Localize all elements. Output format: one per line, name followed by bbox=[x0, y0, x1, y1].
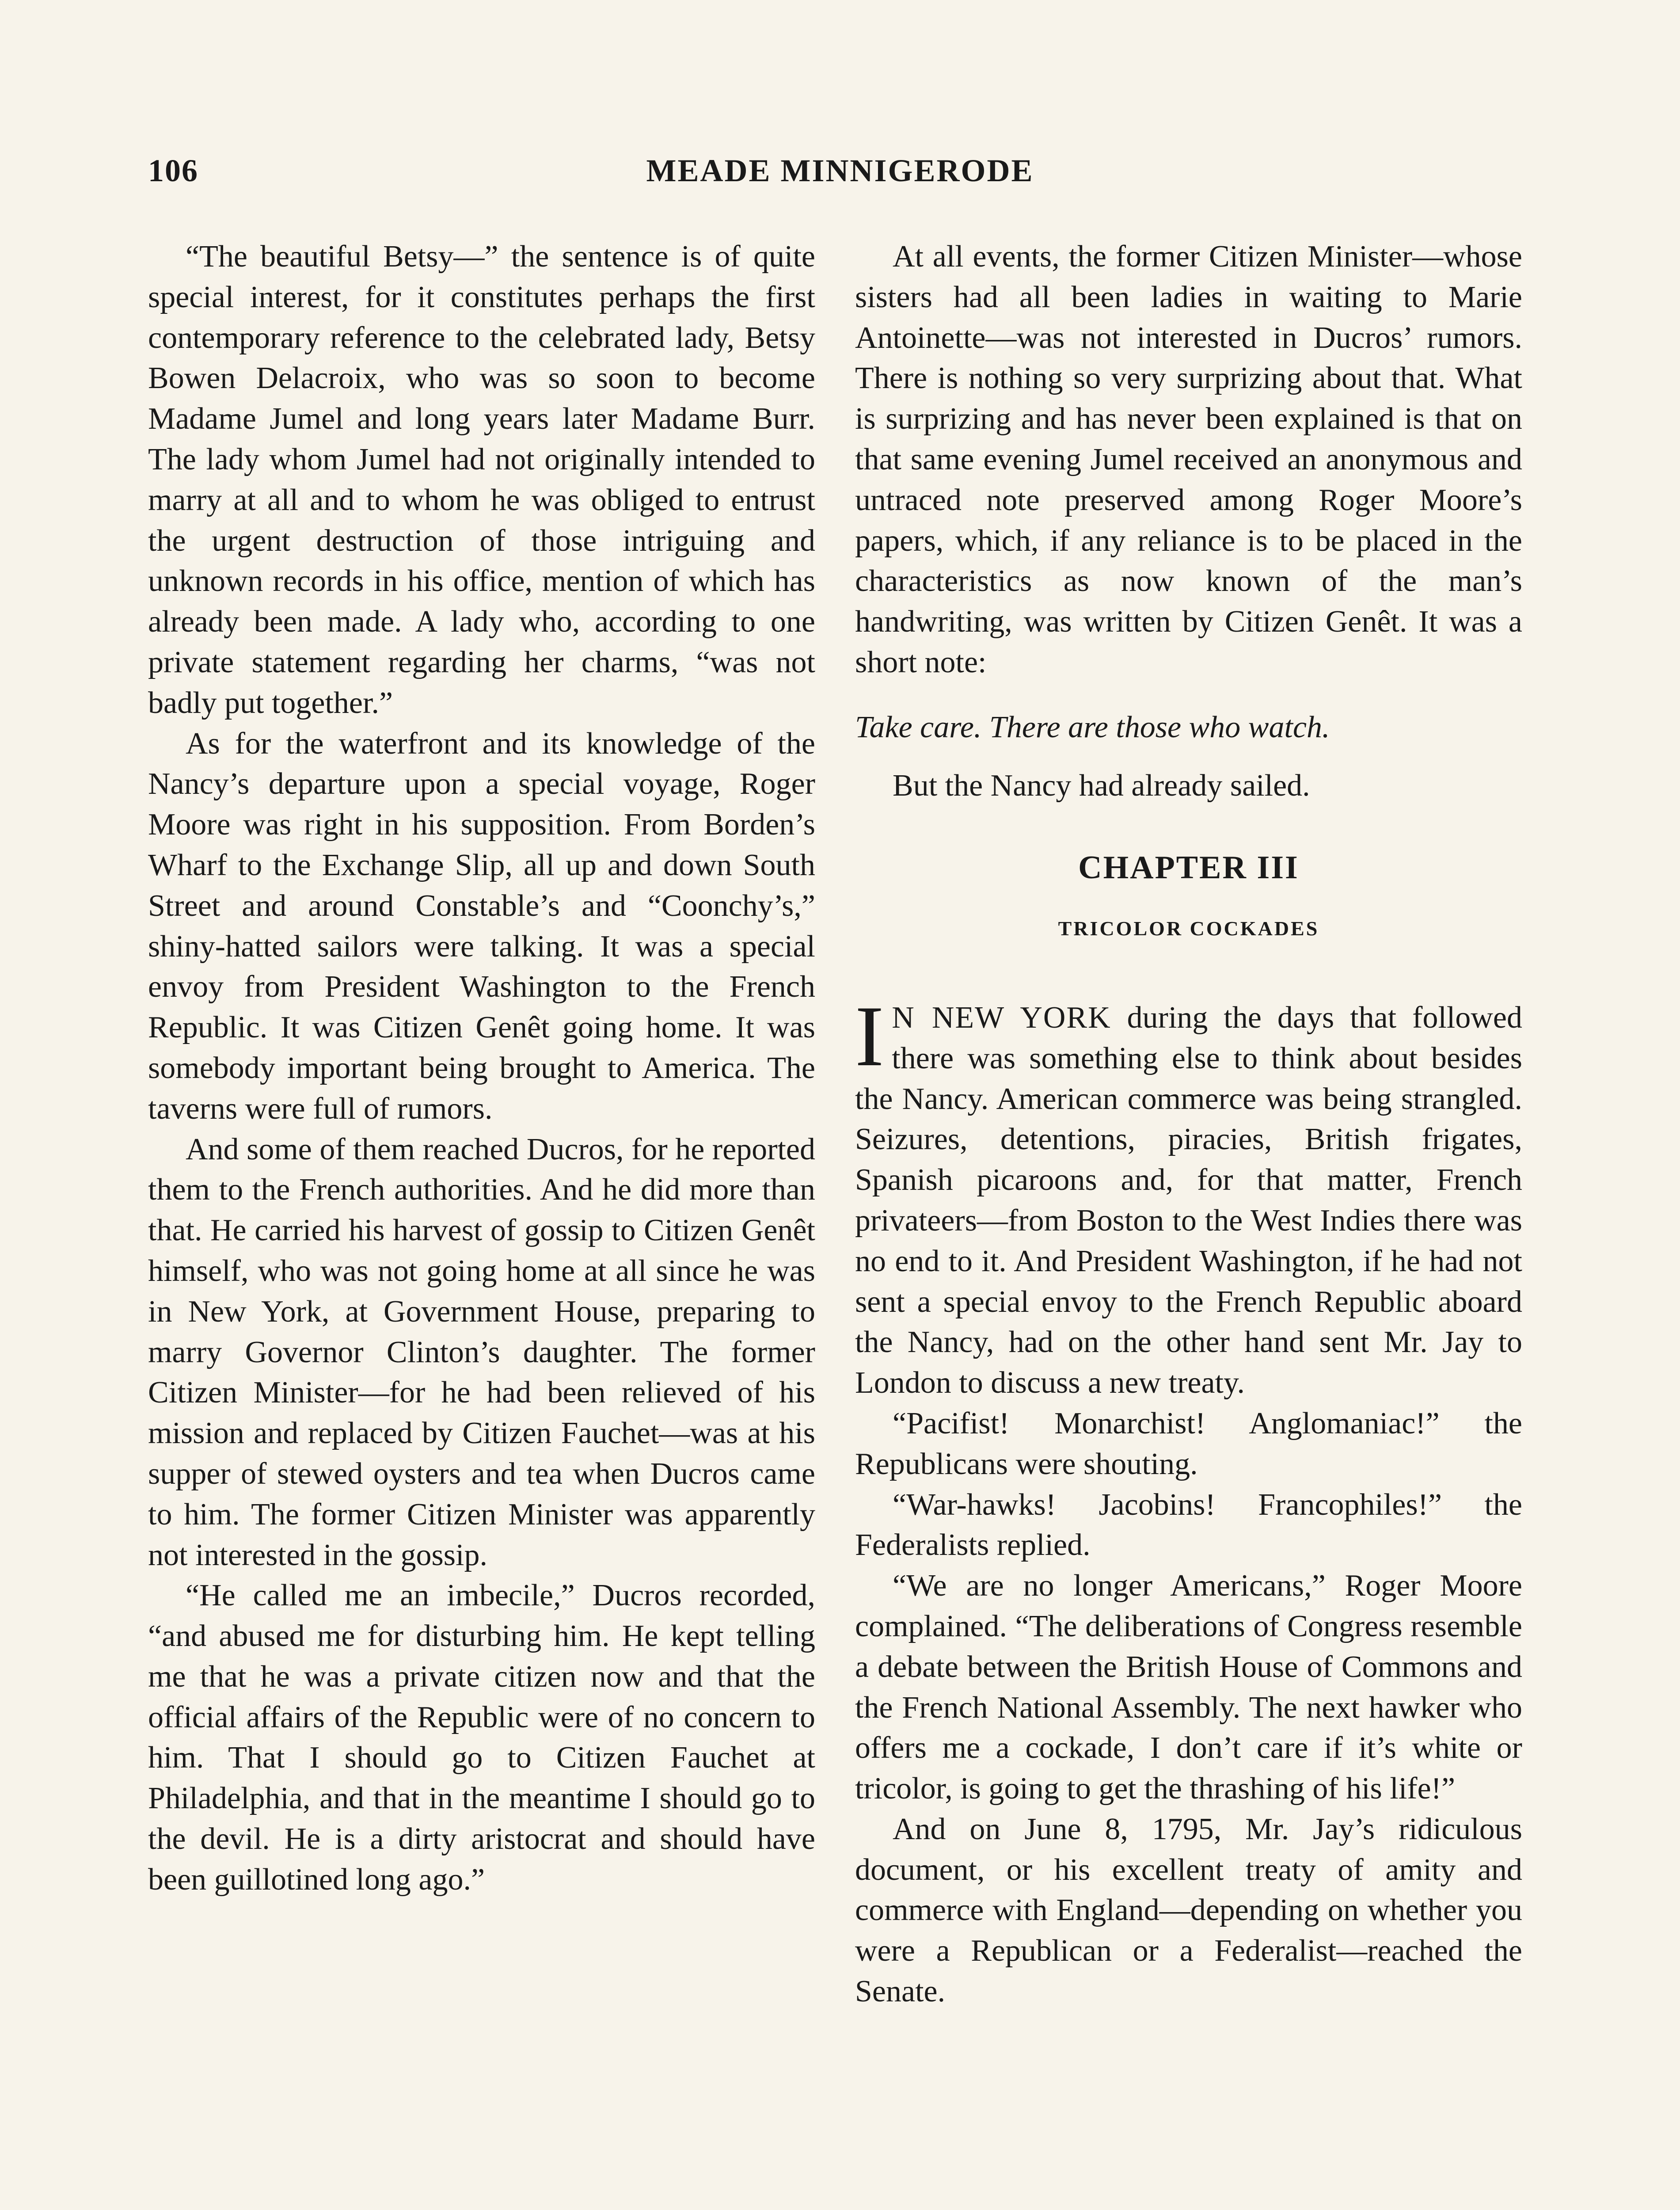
chapter-subtitle: TRICOLOR COCKADES bbox=[1058, 917, 1319, 940]
paragraph: “The beautiful Betsy—” the sentence is of quite special interest, for it constitutes perhaps the first contemporary reference to the celebrated lady, Betsy Bowen Delacroix, who was so soon to become Madame Jumel and long years later Madame Burr. The lady whom Jumel had not originally intended to marry at all and to whom he was obliged to entrust the urgent destruction of those intriguing and unknown records in his office, mention of which has already been made. A lady who, according to one private statement regarding her charms, “was not badly put together.” bbox=[148, 240, 815, 720]
left-column bbox=[148, 236, 815, 1900]
drop-cap-lead: N NEW YORK bbox=[892, 1000, 1111, 1035]
paragraph: But the Nancy had already sailed. bbox=[893, 768, 1310, 803]
chapter-opening-text: during the days that followed there was something else to think about besides the Nancy. American commerce was being strangled. Seizures, detentions, piracies, British frigates, Spanish picaroons and, for that matter, French privateers—from Boston to the West Indies there was no end to it. And President Washington, if he had not sent a special envoy to the French Republic aboard the Nancy, had on the other hand sent Mr. Jay to London to discuss a new treaty. bbox=[855, 1000, 1522, 1400]
drop-cap: I bbox=[855, 988, 884, 1084]
chapter-title: CHAPTER III bbox=[1078, 850, 1299, 886]
italic-quote: Take care. There are those who watch. bbox=[855, 710, 1330, 744]
paragraph: And on June 8, 1795, Mr. Jay’s ridiculous document, or his excellent treaty of amity and commerce with England—depending on whether you were a Republican or a Federalist—reached the Senate. bbox=[855, 1812, 1522, 2009]
paragraph: “War-hawks! Jacobins! Francophiles!” the Federalists replied. bbox=[855, 1487, 1522, 1562]
paragraph: At all events, the former Citizen Minister—whose sisters had all been ladies in waiting to Marie Antoinette—was not interested in Ducros’ rumors. There is nothing so very surprizing about that. What is surprizing and has never been explained is that on that same evening Jumel received an anonymous and untraced note preserved among Roger Moore’s papers, which, if any reliance is to be placed in the characteristics as now known of the man’s handwriting, was written by Citizen Genêt. It was a short note: bbox=[855, 240, 1522, 679]
paragraph: “Pacifist! Monarchist! Anglomaniac!” the Republicans were shouting. bbox=[855, 1406, 1522, 1481]
page-header bbox=[148, 152, 1532, 206]
right-column bbox=[855, 236, 1522, 2012]
running-head: MEADE MINNIGERODE bbox=[646, 153, 1034, 188]
chapter-opening-paragraph bbox=[855, 988, 1522, 1403]
paragraph: As for the waterfront and its knowledge of the Nancy’s departure upon a special voyage, Roger Moore was right in his supposition. From Borden’s Wharf to the Exchange Slip, all up and down South Street and around Constable’s and “Coonchy’s,” shiny-hatted sailors were talking. It was a special envoy from President Washington to the French Republic. It was Citizen Genêt going home. It was somebody important being brought to America. The taverns were full of rumors. bbox=[148, 726, 815, 1126]
paragraph: And some of them reached Ducros, for he reported them to the French authorities. And he did more than that. He carried his harvest of gossip to Citizen Genêt himself, who was not going home at all since he was in New York, at Government House, preparing to marry Governor Clinton’s daughter. The former Citizen Minister—for he had been relieved of his mission and replaced by Citizen Fauchet—was at his supper of stewed oysters and tea when Ducros came to him. The former Citizen Minister was apparently not interested in the gossip. bbox=[148, 1132, 815, 1572]
page-number: 106 bbox=[148, 153, 198, 188]
paragraph: “He called me an imbecile,” Ducros recorded, “and abused me for disturbing him. He kept telling me that he was a private citizen now and that the official affairs of the Republic were of no concern to him. That I should go to Citizen Fauchet at Philadelphia, and that in the meantime I should go to the devil. He is a dirty aristocrat and should have been guillotined long ago.” bbox=[148, 1578, 815, 1897]
paragraph: “We are no longer Americans,” Roger Moore complained. “The deliberations of Congress resemble a debate between the British House of Commons and the French National Assembly. The next hawker who offers me a cockade, I don’t care if it’s white or tricolor, is going to get the thrashing of his life!” bbox=[855, 1569, 1522, 1806]
